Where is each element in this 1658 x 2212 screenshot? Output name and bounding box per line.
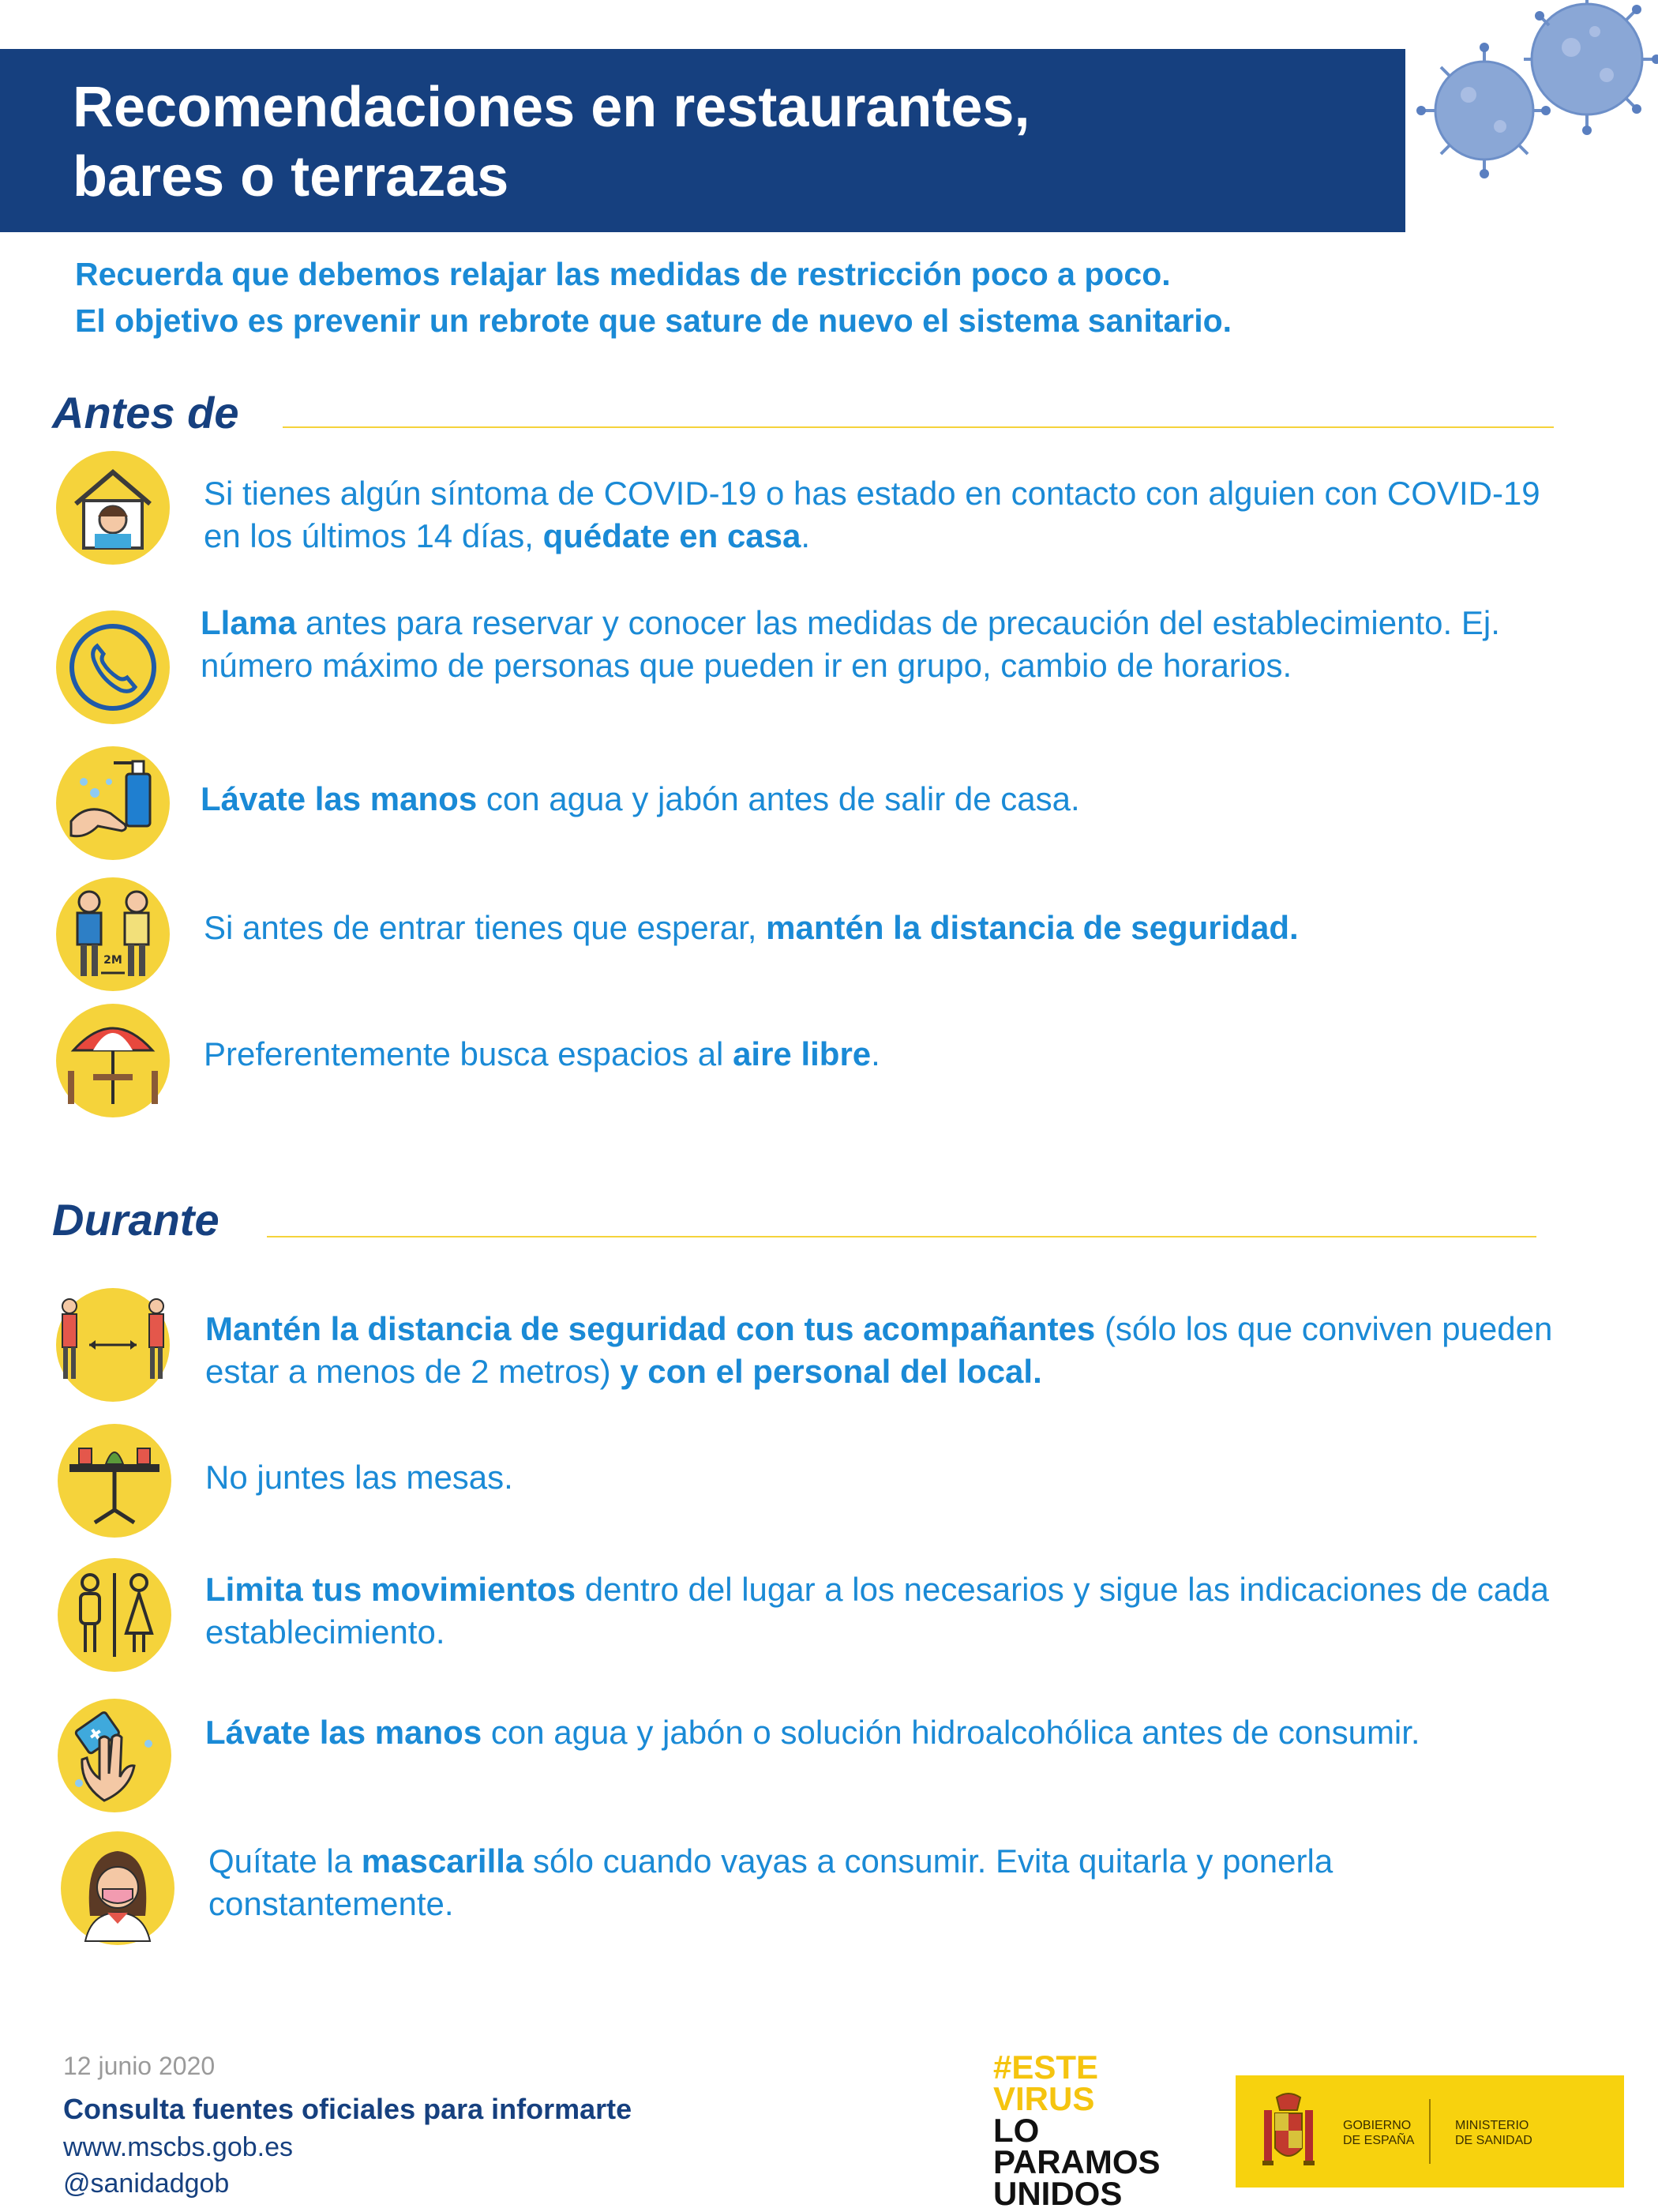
campaign-line4: PARAMOS	[993, 2143, 1161, 2180]
distance-label: 2M	[103, 954, 122, 967]
durante-item-5-text: Quítate la	[208, 1842, 362, 1880]
gov-divider	[1429, 2099, 1431, 2164]
durante-item-4-text: con agua y jabón o solución hidroalcohólica antes de consumir.	[482, 1714, 1420, 1751]
antes-item-4-text: Si antes de entrar tienes que esperar,	[204, 909, 767, 946]
durante-item-2	[205, 1456, 1563, 1499]
antes-item-1-end: .	[801, 517, 811, 554]
antes-item-5-bold: aire libre	[733, 1035, 872, 1072]
durante-item-1-bold-end: y con el personal del local.	[620, 1353, 1042, 1390]
page-title-line2: bares o terrazas	[73, 145, 509, 208]
antes-item-2-bold: Llama	[201, 604, 297, 641]
antes-item-3-bold: Lávate las manos	[201, 780, 478, 817]
publication-date: 12 junio 2020	[63, 2052, 216, 2080]
durante-item-3-text: dentro del lugar a los necesarios y sigue las indicaciones de cada establecimiento.	[205, 1571, 1549, 1651]
section-divider-antes	[283, 426, 1554, 428]
ministerio-line2: DE SANIDAD	[1455, 2134, 1532, 2147]
antes-item-1	[204, 472, 1562, 558]
sanitizer-hands-icon	[55, 1696, 174, 1815]
intro-text	[75, 251, 1575, 344]
antes-item-3-text: con agua y jabón antes de salir de casa.	[477, 780, 1080, 817]
antes-item-2	[201, 602, 1559, 687]
antes-item-4	[204, 907, 1562, 949]
distance-people-icon	[54, 875, 172, 993]
section-title-durante: Durante	[52, 1195, 219, 1245]
terrace-umbrella-icon	[54, 1001, 172, 1120]
ministerio-label	[1455, 2118, 1532, 2148]
woman-mask-icon	[58, 1829, 177, 1947]
durante-item-5-end: sólo cuando vayas a consumir. Evita quitarla y ponerla constantemente.	[208, 1842, 1334, 1922]
durante-item-5	[208, 1840, 1566, 1925]
house-person-icon	[54, 449, 172, 567]
people-distance-arrow-icon	[54, 1286, 172, 1404]
coat-of-arms-icon	[1253, 2090, 1324, 2173]
durante-item-1-bold: Mantén la distancia de seguridad con tus acompañantes	[205, 1310, 1096, 1347]
durante-item-4-bold: Lávate las manos	[205, 1714, 482, 1751]
consult-sources-text: Consulta fuentes oficiales para informarte	[63, 2093, 632, 2125]
hand-washing-icon	[54, 744, 172, 862]
antes-item-2-text: antes para reservar y conocer las medidas de precaución del establecimiento. Ej. número máximo de personas que pueden ir en grupo, cambio de horarios.	[201, 604, 1500, 684]
durante-item-5-bold: mascarilla	[361, 1842, 524, 1880]
antes-item-5	[204, 1033, 1562, 1076]
antes-item-4-bold: mantén la distancia de seguridad.	[766, 909, 1299, 946]
government-logo	[1236, 2075, 1624, 2188]
table-icon	[55, 1421, 174, 1540]
campaign-logo	[993, 2049, 1230, 2212]
durante-item-4	[205, 1711, 1563, 1754]
gobierno-line1: GOBIERNO	[1343, 2119, 1412, 2132]
campaign-line2: VIRUS	[993, 2080, 1095, 2117]
phone-icon	[54, 608, 172, 727]
antes-item-5-end: .	[871, 1035, 880, 1072]
durante-item-3	[205, 1568, 1563, 1654]
durante-item-1-text: (sólo los que conviven pueden estar a menos de 2 metros)	[205, 1310, 1553, 1390]
antes-item-1-text: Si tienes algún síntoma de COVID-19 o has estado en contacto con alguien con COVID-19 en los últimos 14 días,	[204, 475, 1540, 554]
section-title-antes: Antes de	[52, 388, 239, 438]
antes-item-3	[201, 778, 1559, 821]
campaign-line5: UNIDOS	[993, 2175, 1123, 2212]
antes-item-5-text: Preferentemente busca espacios al	[204, 1035, 733, 1072]
intro-line2: El objetivo es prevenir un rebrote que sature de nuevo el sistema sanitario.	[75, 302, 1232, 339]
page-title	[73, 73, 1367, 212]
twitter-handle-link[interactable]: @sanidadgob	[63, 2169, 230, 2199]
gobierno-label	[1343, 2118, 1414, 2148]
virus-illustration-icon	[1413, 0, 1658, 197]
ministerio-line1: MINISTERIO	[1455, 2119, 1529, 2132]
campaign-line1: #ESTE	[993, 2049, 1099, 2086]
page-title-line1: Recomendaciones en restaurantes,	[73, 76, 1030, 139]
gobierno-line2: DE ESPAÑA	[1343, 2134, 1415, 2147]
durante-item-3-bold: Limita tus movimientos	[205, 1571, 576, 1608]
durante-item-1	[205, 1308, 1563, 1393]
durante-item-2-text: No juntes las mesas.	[205, 1459, 513, 1496]
restroom-icon	[55, 1556, 174, 1674]
website-link[interactable]: www.mscbs.gob.es	[63, 2132, 293, 2162]
section-divider-durante	[267, 1236, 1536, 1237]
antes-item-1-bold: quédate en casa	[542, 517, 801, 554]
intro-line1: Recuerda que debemos relajar las medidas de restricción poco a poco.	[75, 256, 1171, 292]
campaign-line3: LO	[993, 2112, 1040, 2149]
